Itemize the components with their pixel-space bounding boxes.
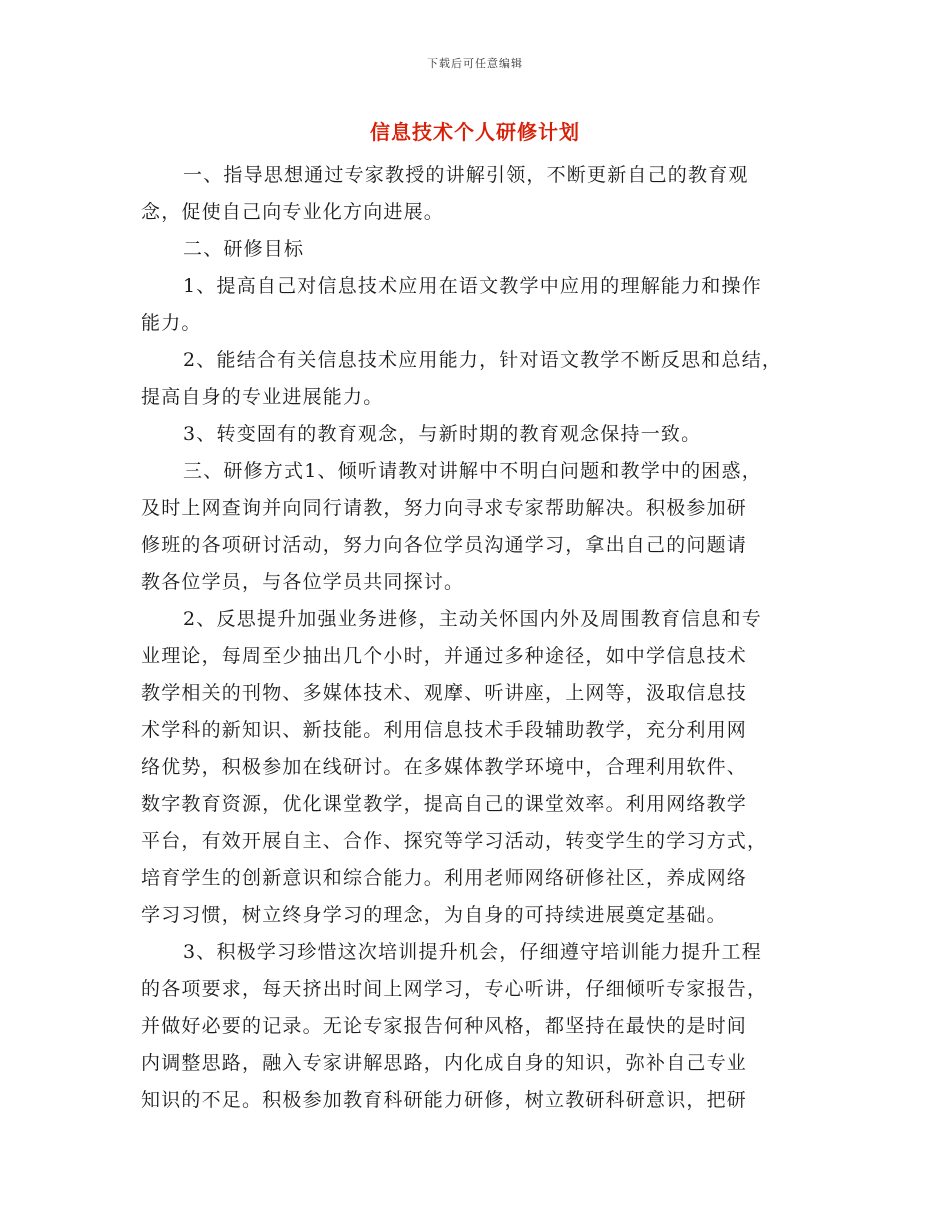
header-note: 下载后可任意编辑 bbox=[427, 57, 523, 70]
text-line: 及时上网查询并向同行请教，努力向寻求专家帮助解决。积极参加研 bbox=[141, 497, 748, 519]
text-line: 念，促使自己向专业化方向进展。 bbox=[141, 201, 445, 223]
text-line: 知识的不足。积极参加教育科研能力研修，树立教研科研意识，把研 bbox=[141, 1089, 748, 1111]
text-line: 教学相关的刊物、多媒体技术、观摩、听讲座，上网等，汲取信息技 bbox=[141, 682, 748, 704]
text-line: 术学科的新知识、新技能。利用信息技术手段辅助教学，充分利用网 bbox=[141, 719, 748, 741]
document-title: 信息技术个人研修计划 bbox=[370, 120, 580, 144]
text-line: 内调整思路，融入专家讲解思路，内化成自身的知识，弥补自己专业 bbox=[141, 1052, 748, 1074]
text-line: 络优势，积极参加在线研讨。在多媒体教学环境中，合理利用软件、 bbox=[141, 756, 748, 778]
text-line: 培育学生的创新意识和综合能力。利用老师网络研修社区，养成网络 bbox=[141, 867, 748, 889]
text-line: 业理论，每周至少抽出几个小时，并通过多种途径，如中学信息技术 bbox=[141, 645, 748, 667]
text-line: 一、指导思想通过专家教授的讲解引领，不断更新自己的教育观 bbox=[183, 164, 749, 186]
text-line: 修班的各项研讨活动，努力向各位学员沟通学习，拿出自己的问题请 bbox=[141, 534, 748, 556]
text-line: 2、能结合有关信息技术应用能力，针对语文教学不断反思和总结， bbox=[183, 349, 783, 371]
text-line: 提高自身的专业进展能力。 bbox=[141, 386, 384, 408]
text-line: 教各位学员，与各位学员共同探讨。 bbox=[141, 571, 465, 593]
text-line: 学习习惯，树立终身学习的理念，为自身的可持续进展奠定基础。 bbox=[141, 904, 727, 926]
text-line: 二、研修目标 bbox=[183, 238, 305, 260]
document-body bbox=[141, 157, 811, 1119]
text-line: 三、研修方式1、倾听请教对讲解中不明白问题和教学中的困惑， bbox=[183, 460, 762, 482]
text-line: 并做好必要的记录。无论专家报告何种风格，都坚持在最快的是时间 bbox=[141, 1015, 748, 1037]
text-line: 3、转变固有的教育观念，与新时期的教育观念保持一致。 bbox=[183, 423, 702, 445]
text-line: 能力。 bbox=[141, 312, 202, 334]
text-line: 2、反思提升加强业务进修，主动关怀国内外及周围教育信息和专 bbox=[183, 608, 762, 630]
text-line: 3、积极学习珍惜这次培训提升机会，仔细遵守培训能力提升工程 bbox=[183, 941, 762, 963]
text-line: 平台，有效开展自主、合作、探究等学习活动，转变学生的学习方式， bbox=[141, 830, 768, 852]
text-line: 数字教育资源，优化课堂教学，提高自己的课堂效率。利用网络教学 bbox=[141, 793, 748, 815]
text-line: 1、提高自己对信息技术应用在语文教学中应用的理解能力和操作 bbox=[183, 275, 762, 297]
text-line: 的各项要求，每天挤出时间上网学习，专心听讲，仔细倾听专家报告， bbox=[141, 978, 768, 1000]
